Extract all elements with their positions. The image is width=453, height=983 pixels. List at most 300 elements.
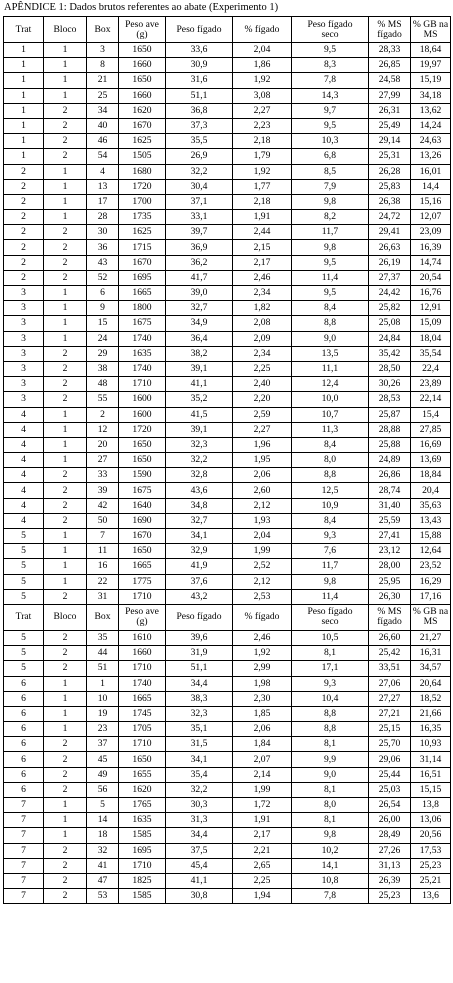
table-cell: 43,2 [166,589,233,604]
header-trat: Trat [4,17,44,43]
table-cell: 33,6 [166,43,233,58]
table-cell: 12,07 [411,210,451,225]
table-cell: 26,39 [369,873,411,888]
table-cell: 25,15 [369,722,411,737]
table-cell: 12 [87,422,119,437]
table-row [4,43,451,58]
table-cell: 2,07 [233,752,292,767]
header-peso-figado-seco: Peso fígado seco [292,604,369,630]
table-cell: 1585 [119,889,166,904]
table-cell: 22 [87,574,119,589]
table-cell: 14,4 [411,179,451,194]
table-cell: 2,40 [233,377,292,392]
table-cell: 5 [87,798,119,813]
table-cell: 13,6 [411,889,451,904]
table-cell: 11 [87,544,119,559]
table-cell: 2,12 [233,498,292,513]
table-cell: 32,7 [166,301,233,316]
table-cell: 20,4 [411,483,451,498]
table-cell: 1740 [119,331,166,346]
table-row [4,407,451,422]
table-cell: 2,20 [233,392,292,407]
table-cell: 4 [87,164,119,179]
table-cell: 27,37 [369,270,411,285]
table-cell: 6 [4,676,44,691]
table-cell: 2,34 [233,286,292,301]
table-cell: 22,4 [411,361,451,376]
table-cell: 35,63 [411,498,451,513]
table-cell: 41,1 [166,377,233,392]
table-cell: 36,4 [166,331,233,346]
table-cell: 1590 [119,468,166,483]
table-cell: 1800 [119,301,166,316]
table-cell: 24,42 [369,286,411,301]
table-cell: 1,92 [233,73,292,88]
table-cell: 13,26 [411,149,451,164]
table-cell: 13,8 [411,798,451,813]
table-cell: 9,5 [292,43,369,58]
table-cell: 27,21 [369,706,411,721]
table-cell: 2 [44,889,87,904]
table-cell: 1655 [119,767,166,782]
table-cell: 1650 [119,437,166,452]
table-row [4,225,451,240]
table-cell: 1505 [119,149,166,164]
table-cell: 2,60 [233,483,292,498]
table-cell: 1600 [119,407,166,422]
table-row [4,301,451,316]
table-row [4,529,451,544]
table-cell: 35,1 [166,722,233,737]
table-cell: 5 [4,646,44,661]
table-cell: 32,3 [166,706,233,721]
table-cell: 1 [44,691,87,706]
table-cell: 2 [44,483,87,498]
table-cell: 35,42 [369,346,411,361]
table-cell: 14,24 [411,118,451,133]
table-cell: 31,6 [166,73,233,88]
table-cell: 1 [4,73,44,88]
table-cell: 26,63 [369,240,411,255]
table-cell: 51 [87,661,119,676]
table-cell: 12,64 [411,544,451,559]
table-cell: 9,8 [292,194,369,209]
table-row [4,767,451,782]
table-cell: 25,21 [411,873,451,888]
table-cell: 26,86 [369,468,411,483]
table-cell: 43 [87,255,119,270]
table-cell: 1 [44,422,87,437]
table-cell: 1625 [119,134,166,149]
table-cell: 7 [4,813,44,828]
table-cell: 2 [44,240,87,255]
table-cell: 23,12 [369,544,411,559]
table-cell: 15,16 [411,194,451,209]
table-cell: 1585 [119,828,166,843]
table-cell: 51,1 [166,661,233,676]
table-cell: 41,9 [166,559,233,574]
table-cell: 1680 [119,164,166,179]
table-cell: 11,1 [292,361,369,376]
table-cell: 27,99 [369,88,411,103]
header-peso-figado: Peso fígado [166,17,233,43]
table-cell: 25 [87,88,119,103]
table-cell: 20,54 [411,270,451,285]
table-cell: 55 [87,392,119,407]
table-cell: 1710 [119,377,166,392]
table-cell: 4 [4,468,44,483]
table-cell: 28,88 [369,422,411,437]
table-cell: 3 [4,286,44,301]
table-row [4,149,451,164]
table-cell: 2,25 [233,873,292,888]
table-cell: 26,9 [166,149,233,164]
table-row [4,270,451,285]
table-cell: 5 [4,630,44,645]
table-cell: 17,16 [411,589,451,604]
table-cell: 2 [44,498,87,513]
table-row [4,286,451,301]
table-cell: 1,94 [233,889,292,904]
table-cell: 2 [44,255,87,270]
table-cell: 14,1 [292,858,369,873]
table-cell: 25,23 [411,858,451,873]
table-row [4,377,451,392]
table-cell: 1670 [119,255,166,270]
table-cell: 34,57 [411,661,451,676]
table-cell: 26,00 [369,813,411,828]
table-cell: 35 [87,630,119,645]
table-cell: 5 [4,574,44,589]
table-row [4,782,451,797]
table-cell: 39,6 [166,630,233,645]
table-cell: 3 [4,392,44,407]
table-cell: 1 [44,194,87,209]
table-cell: 32,2 [166,453,233,468]
table-cell: 2 [44,270,87,285]
table-cell: 16,31 [411,646,451,661]
table-cell: 47 [87,873,119,888]
table-cell: 11,7 [292,225,369,240]
table-cell: 13,69 [411,453,451,468]
header-bloco: Bloco [44,17,87,43]
table-cell: 1 [44,58,87,73]
table-cell: 2,21 [233,843,292,858]
table-cell: 27,06 [369,676,411,691]
table-cell: 32 [87,843,119,858]
table-cell: 1825 [119,873,166,888]
table-cell: 2 [4,164,44,179]
table-cell: 24,63 [411,134,451,149]
table-cell: 20 [87,437,119,452]
table-cell: 7 [4,843,44,858]
table-row [4,691,451,706]
table-cell: 30,3 [166,798,233,813]
table-cell: 1 [44,179,87,194]
table-cell: 28,50 [369,361,411,376]
table-cell: 35,2 [166,392,233,407]
table-cell: 34,1 [166,752,233,767]
table-cell: 34 [87,103,119,118]
table-cell: 4 [4,422,44,437]
table-cell: 1660 [119,646,166,661]
table-cell: 15,15 [411,782,451,797]
table-cell: 10,0 [292,392,369,407]
table-cell: 45 [87,752,119,767]
table-cell: 29,41 [369,225,411,240]
table-row [4,798,451,813]
header-pct-figado: % fígado [233,604,292,630]
table-cell: 27,26 [369,843,411,858]
table-cell: 34,18 [411,88,451,103]
table-cell: 5 [4,544,44,559]
table-cell: 17 [87,194,119,209]
table-cell: 1 [44,407,87,422]
table-cell: 9 [87,301,119,316]
table-cell: 2,14 [233,767,292,782]
table-cell: 27,85 [411,422,451,437]
table-cell: 29,06 [369,752,411,767]
table-cell: 25,70 [369,737,411,752]
table-cell: 25,87 [369,407,411,422]
table-cell: 8,8 [292,706,369,721]
table-cell: 2,27 [233,103,292,118]
table-row [4,331,451,346]
table-row [4,392,451,407]
table-cell: 11,4 [292,270,369,285]
table-cell: 10,7 [292,407,369,422]
table-row [4,316,451,331]
table-cell: 2 [4,179,44,194]
table-cell: 8,1 [292,737,369,752]
table-cell: 2,99 [233,661,292,676]
table-cell: 4 [4,437,44,452]
table-cell: 10,9 [292,498,369,513]
table-cell: 43,6 [166,483,233,498]
table-cell: 3 [4,361,44,376]
table-cell: 1 [44,437,87,452]
table-cell: 1740 [119,361,166,376]
table-cell: 53 [87,889,119,904]
table-cell: 1 [44,164,87,179]
table-cell: 24 [87,331,119,346]
table-cell: 32,9 [166,544,233,559]
table-cell: 1 [44,88,87,103]
table-cell: 5 [4,529,44,544]
table-cell: 2,08 [233,316,292,331]
table-cell: 1745 [119,706,166,721]
table-cell: 16,35 [411,722,451,737]
table-cell: 25,23 [369,889,411,904]
table-cell: 1,98 [233,676,292,691]
table-cell: 16,69 [411,437,451,452]
table-cell: 1 [44,676,87,691]
table-cell: 4 [4,498,44,513]
table-cell: 1670 [119,529,166,544]
table-row [4,630,451,645]
table-cell: 4 [4,513,44,528]
table-cell: 1650 [119,752,166,767]
table-cell: 5 [4,661,44,676]
table-cell: 7,8 [292,73,369,88]
table-row [4,361,451,376]
table-cell: 18,84 [411,468,451,483]
table-cell: 2,04 [233,529,292,544]
table-cell: 28,33 [369,43,411,58]
table-cell: 14,74 [411,255,451,270]
table-cell: 18 [87,828,119,843]
table-cell: 25,49 [369,118,411,133]
table-cell: 2,17 [233,255,292,270]
table-cell: 11,7 [292,559,369,574]
table-cell: 26,85 [369,58,411,73]
table-row [4,88,451,103]
table-cell: 2,18 [233,194,292,209]
table-cell: 11,4 [292,589,369,604]
table-cell: 13 [87,179,119,194]
table-cell: 41 [87,858,119,873]
table-cell: 1720 [119,179,166,194]
table-cell: 14,3 [292,88,369,103]
table-cell: 2 [44,134,87,149]
table-cell: 23,89 [411,377,451,392]
table-cell: 9,5 [292,255,369,270]
table-cell: 20,56 [411,828,451,843]
table-cell: 2 [44,661,87,676]
table-cell: 3 [4,377,44,392]
table-row [4,194,451,209]
table-cell: 2 [44,149,87,164]
appendix-title: APÊNDICE 1: Dados brutos referentes ao abate (Experimento 1) [4,2,279,13]
table-cell: 2 [44,858,87,873]
table-cell: 15,88 [411,529,451,544]
table-row [4,483,451,498]
table-cell: 1600 [119,392,166,407]
table-cell: 1 [4,149,44,164]
table-cell: 9,0 [292,331,369,346]
table-cell: 6 [4,722,44,737]
table-row [4,589,451,604]
table-cell: 2 [44,630,87,645]
table-cell: 1665 [119,286,166,301]
table-cell: 37,3 [166,118,233,133]
table-cell: 1710 [119,661,166,676]
table-cell: 1705 [119,722,166,737]
table-row [4,422,451,437]
table-cell: 2 [4,240,44,255]
table-cell: 54 [87,149,119,164]
table-cell: 31,14 [411,752,451,767]
table-cell: 24,89 [369,453,411,468]
table-cell: 1740 [119,676,166,691]
table-cell: 2,06 [233,722,292,737]
table-cell: 2 [44,225,87,240]
table-cell: 1640 [119,498,166,513]
table-cell: 34,4 [166,676,233,691]
header-pct-gb: % GB na MS [411,17,451,43]
table-cell: 1,84 [233,737,292,752]
table-row [4,559,451,574]
table-cell: 9,7 [292,103,369,118]
table-cell: 16,51 [411,767,451,782]
table-cell: 1 [44,559,87,574]
table-cell: 22,14 [411,392,451,407]
table-cell: 7 [87,529,119,544]
table-cell: 3 [4,301,44,316]
table-cell: 2,09 [233,331,292,346]
table-cell: 33 [87,468,119,483]
table-row [4,661,451,676]
table-cell: 1 [4,58,44,73]
table-cell: 21,66 [411,706,451,721]
table-cell: 1 [4,43,44,58]
table-cell: 32,7 [166,513,233,528]
table-cell: 9,8 [292,240,369,255]
table-cell: 7,9 [292,179,369,194]
table-cell: 34,1 [166,529,233,544]
table-cell: 30,26 [369,377,411,392]
table-row [4,210,451,225]
table-header-row-repeat [4,604,451,630]
table-cell: 1,93 [233,513,292,528]
table-cell: 1,99 [233,544,292,559]
table-cell: 2,30 [233,691,292,706]
table-cell: 3 [4,331,44,346]
table-cell: 1710 [119,737,166,752]
table-header-row [4,17,451,43]
table-cell: 2,23 [233,118,292,133]
table-row [4,676,451,691]
table-cell: 45,4 [166,858,233,873]
table-cell: 13,06 [411,813,451,828]
table-cell: 26,60 [369,630,411,645]
table-cell: 24,58 [369,73,411,88]
table-cell: 8,8 [292,468,369,483]
table-cell: 12,4 [292,377,369,392]
table-cell: 1,91 [233,813,292,828]
table-cell: 8,3 [292,58,369,73]
table-cell: 26,31 [369,103,411,118]
header-peso-ave: Peso ave (g) [119,17,166,43]
table-cell: 1650 [119,43,166,58]
table-cell: 3 [87,43,119,58]
table-cell: 1,72 [233,798,292,813]
table-cell: 2 [44,873,87,888]
table-cell: 5 [4,559,44,574]
table-cell: 52 [87,270,119,285]
table-cell: 1,86 [233,58,292,73]
table-cell: 36 [87,240,119,255]
table-cell: 1695 [119,270,166,285]
table-cell: 18,04 [411,331,451,346]
table-cell: 40 [87,118,119,133]
table-cell: 32,8 [166,468,233,483]
table-cell: 19,97 [411,58,451,73]
table-cell: 2 [44,782,87,797]
table-cell: 39,0 [166,286,233,301]
table-cell: 39,7 [166,225,233,240]
table-cell: 6 [4,752,44,767]
table-cell: 8 [87,58,119,73]
table-cell: 16,01 [411,164,451,179]
table-cell: 32,2 [166,782,233,797]
table-cell: 21 [87,73,119,88]
header-pct-ms: % MS fígado [369,17,411,43]
table-cell: 11,3 [292,422,369,437]
table-cell: 1650 [119,73,166,88]
table-cell: 1720 [119,422,166,437]
table-cell: 1675 [119,483,166,498]
